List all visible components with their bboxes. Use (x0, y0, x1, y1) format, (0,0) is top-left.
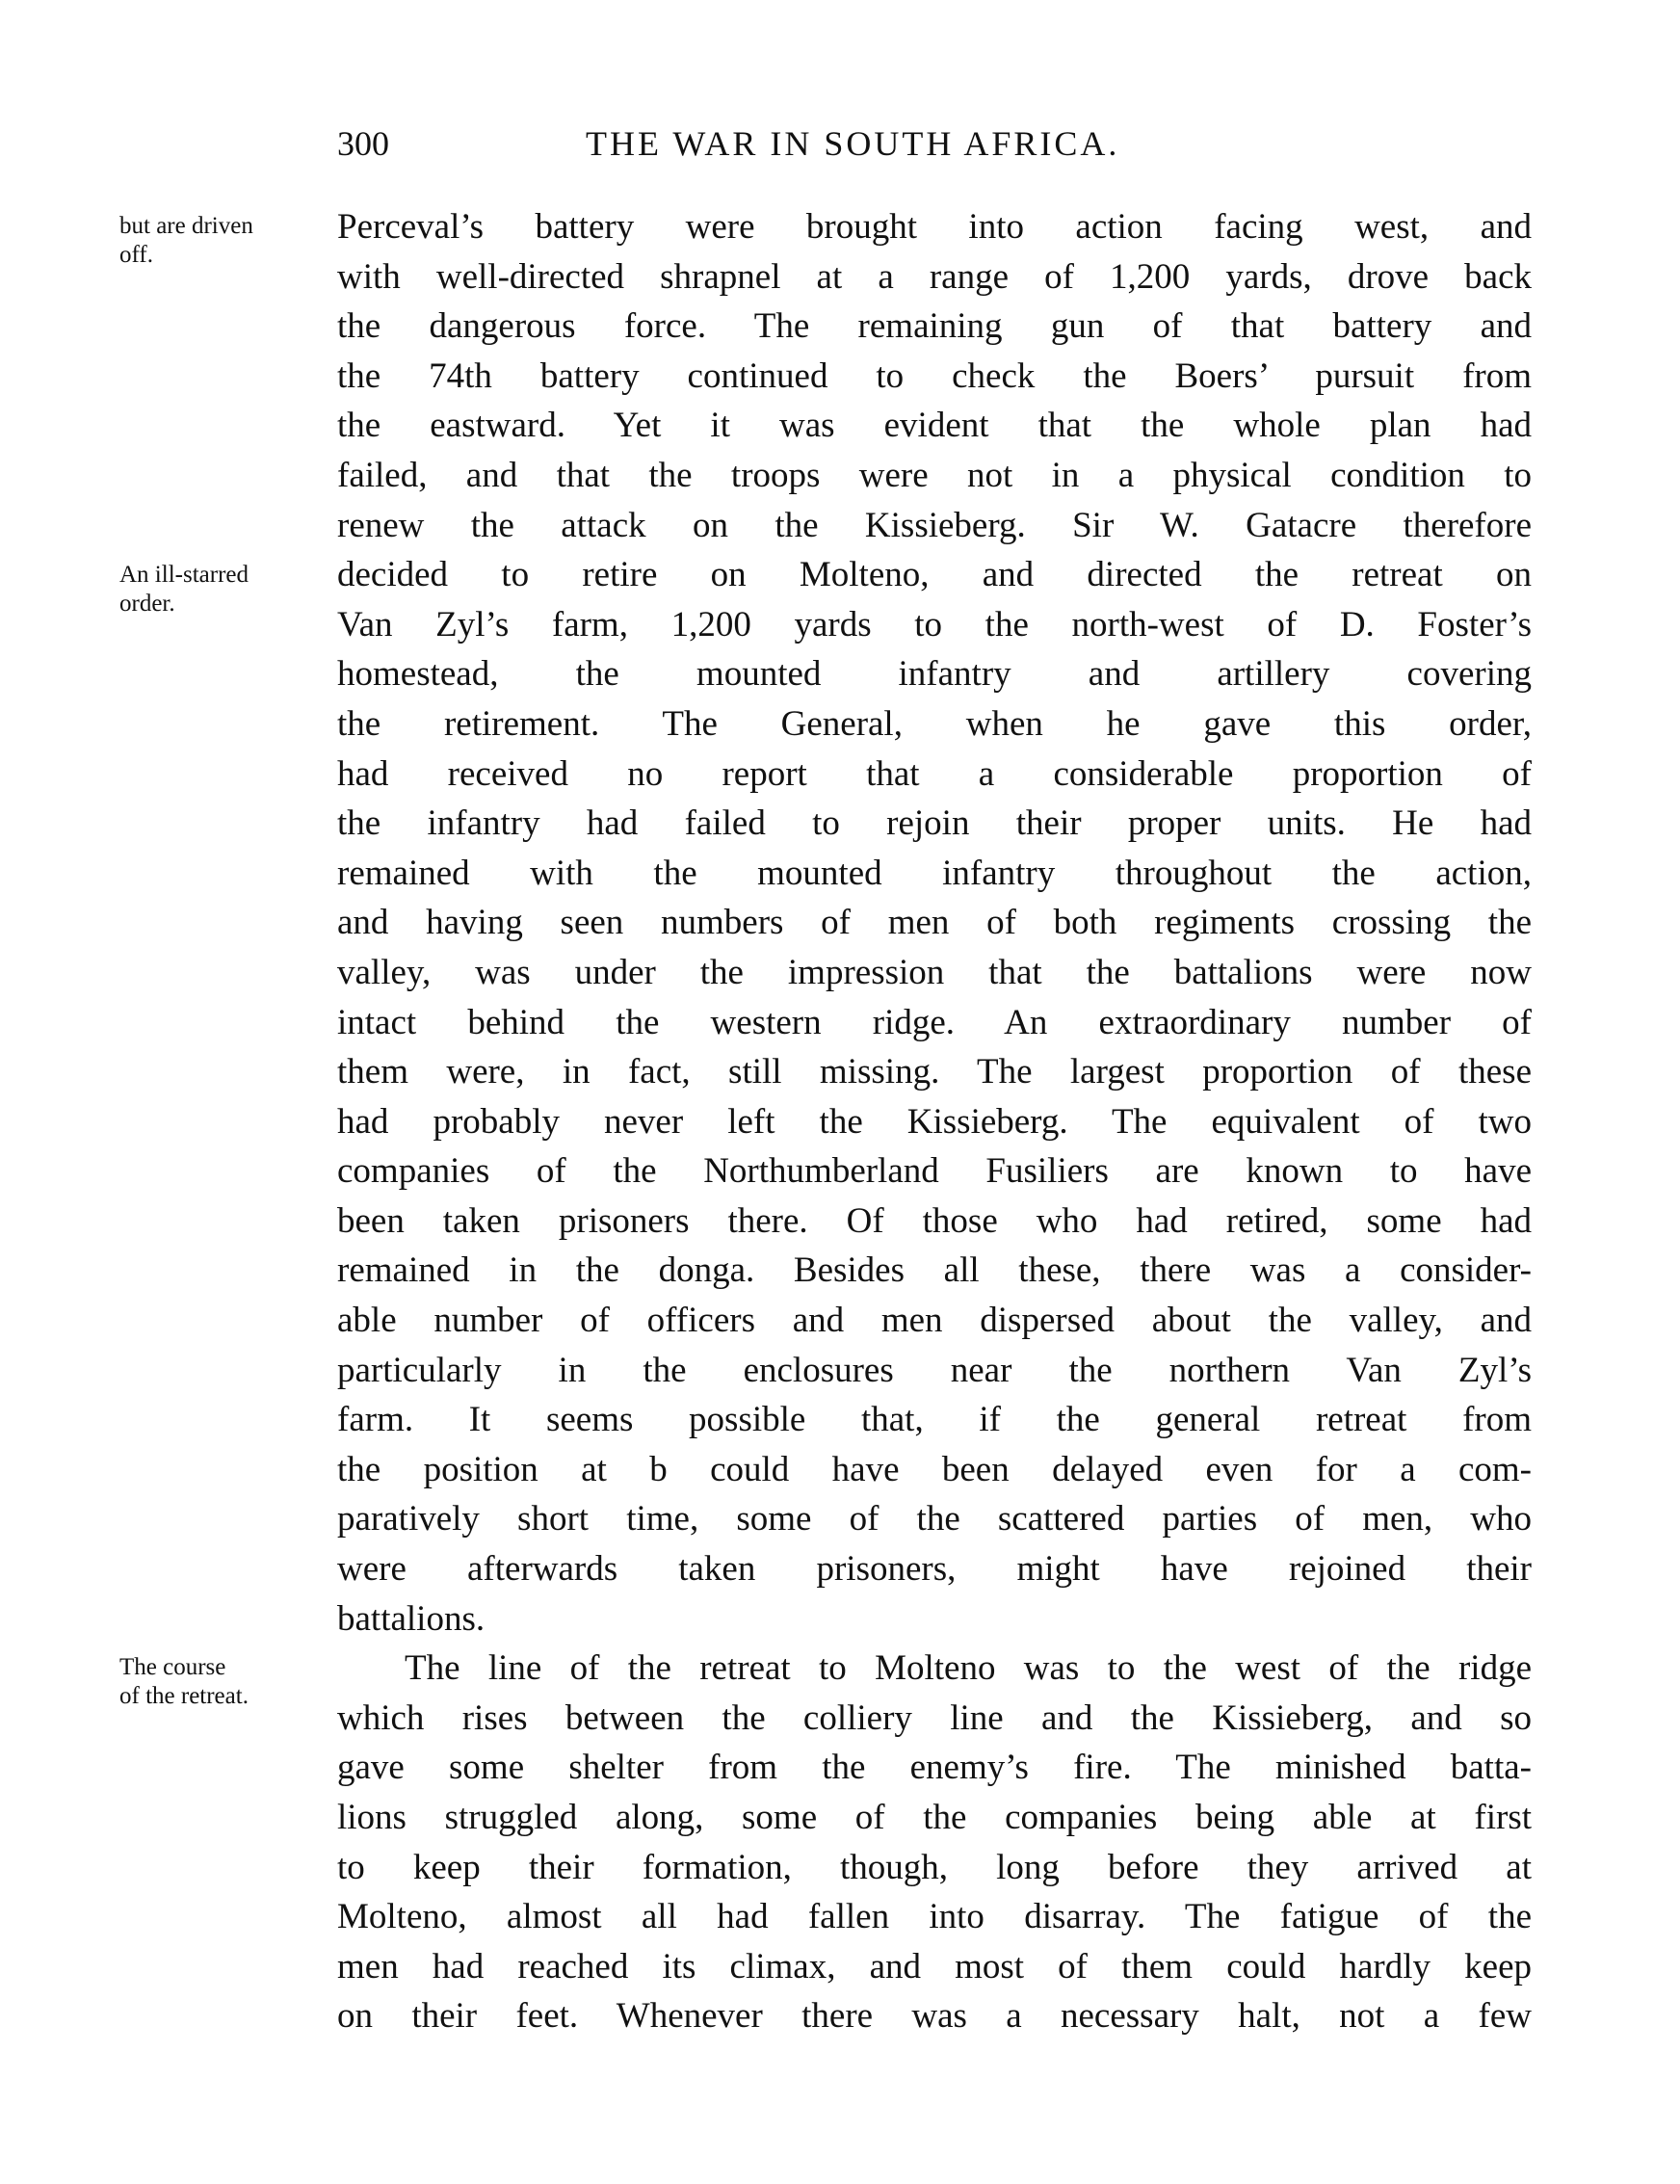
text-line: the retirement. The General, when he gave this order, (337, 703, 1532, 744)
text-line: had received no report that a considerable proportion of (337, 753, 1532, 794)
margin-note (119, 212, 253, 270)
text-line: with well-directed shrapnel at a range of 1,200 yards, drove back (337, 256, 1532, 297)
text-line: on their feet. Whenever there was a necessary halt, not a few (337, 1996, 1532, 2037)
text-line: the infantry had failed to rejoin their proper units. He had (337, 803, 1532, 844)
margin-note-line: An ill-starred (119, 562, 249, 588)
text-line: gave some shelter from the enemy’s fire. The minished batta- (337, 1748, 1532, 1788)
text-line: lions struggled along, some of the companies being able at first (337, 1798, 1532, 1837)
text-line: The line of the retreat to Molteno was to the west of the ridge (405, 1648, 1532, 1689)
margin-note-line: order. (119, 591, 175, 617)
margin-note (119, 1653, 249, 1711)
margin-note (119, 561, 249, 618)
text-line: valley, was under the impression that the battalions were now (337, 952, 1532, 992)
running-title: THE WAR IN SOUTH AFRICA. (586, 124, 1120, 163)
page-number: 300 (337, 124, 389, 163)
text-line: paratively short time, some of the scattered parties of men, who (337, 1499, 1532, 1539)
text-line: failed, and that the troops were not in a physical condition to (337, 455, 1532, 495)
margin-note-line: but are driven (119, 213, 253, 239)
margin-note-line: of the retreat. (119, 1683, 249, 1709)
text-line: companies of the Northumberland Fusiliers are known to have (337, 1151, 1532, 1192)
text-line: Molteno, almost all had fallen into disarray. The fatigue of the (337, 1897, 1532, 1937)
margin-note-line: The course (119, 1654, 226, 1680)
text-line: battalions. (337, 1598, 486, 1639)
text-line: remained in the donga. Besides all these, there was a consider- (337, 1250, 1532, 1291)
text-line: renew the attack on the Kissieberg. Sir W. Gatacre therefore (337, 505, 1532, 545)
margin-note-line: off. (119, 242, 153, 268)
text-line: Van Zyl’s farm, 1,200 yards to the north-west of D. Foster’s (337, 604, 1532, 645)
text-line: men had reached its climax, and most of them could hardly keep (337, 1946, 1532, 1987)
text-line: had probably never left the Kissieberg. The equivalent of two (337, 1101, 1532, 1142)
text-line: farm. It seems possible that, if the general retreat from (337, 1400, 1532, 1440)
text-line: to keep their formation, though, long before they arrived at (337, 1847, 1532, 1887)
text-line: remained with the mounted infantry throughout the action, (337, 853, 1532, 893)
text-line: particularly in the enclosures near the northern Van Zyl’s (337, 1350, 1532, 1390)
text-line: were afterwards taken prisoners, might have rejoined their (337, 1549, 1532, 1590)
text-line: able number of officers and men dispersed about the valley, and (337, 1301, 1532, 1341)
running-header (337, 123, 1532, 171)
text-line: them were, in fact, still missing. The largest proportion of these (337, 1052, 1532, 1092)
text-line: which rises between the colliery line and the Kissieberg, and so (337, 1697, 1532, 1738)
text-line: intact behind the western ridge. An extraordinary number of (337, 1002, 1532, 1042)
text-line: the dangerous force. The remaining gun of that battery and (337, 306, 1532, 347)
text-line: decided to retire on Molteno, and directed the retreat on (337, 555, 1532, 595)
text-line: the eastward. Yet it was evident that the whole plan had (337, 406, 1532, 446)
text-line: homestead, the mounted infantry and artillery covering (337, 654, 1532, 695)
text-line: been taken prisoners there. Of those who had retired, some had (337, 1200, 1532, 1241)
text-line: and having seen numbers of men of both regiments crossing the (337, 903, 1532, 943)
text-line: the 74th battery continued to check the Boers’ pursuit from (337, 355, 1532, 396)
body-text (337, 202, 1532, 2041)
text-line: the position at b could have been delayed even for a com- (337, 1449, 1532, 1489)
text-line: Perceval’s battery were brought into action facing west, and (337, 207, 1532, 247)
